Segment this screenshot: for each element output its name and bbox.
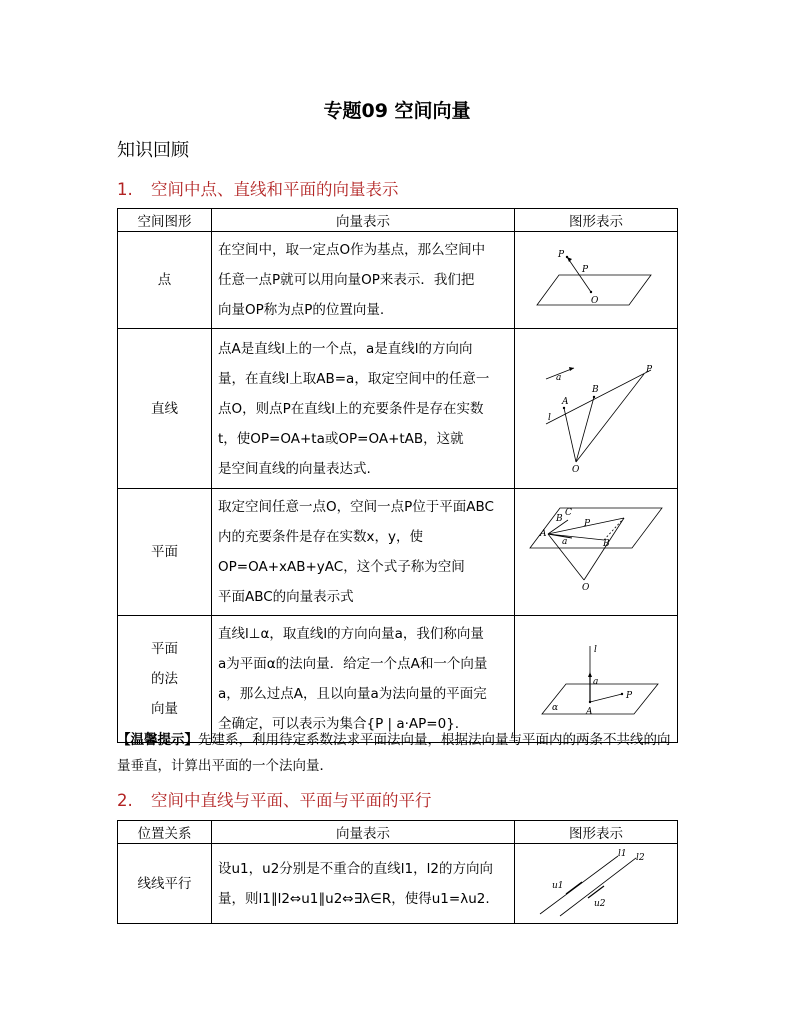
tip-paragraph <box>117 727 679 779</box>
svg-text:α: α <box>552 703 559 713</box>
svg-text:l: l <box>548 412 551 423</box>
section-1-number: 1. <box>117 180 133 199</box>
row-name-line: 的法 <box>151 671 178 687</box>
desc-line: 平面ABC的向量表示式 <box>218 589 354 605</box>
svg-text:B: B <box>556 514 563 524</box>
svg-text:C: C <box>565 508 572 518</box>
row-name-line: 向量 <box>151 701 178 717</box>
page-title: 专题09 空间向量 <box>323 100 471 122</box>
parallel-lines-diagram <box>526 848 666 920</box>
table-header-row <box>118 821 678 844</box>
desc-line: 直线l⊥α，取直线l的方向向量a，我们称向量 <box>218 626 484 642</box>
desc-line: 任意一点P就可以用向量OP来表示．我们把 <box>218 272 475 288</box>
section-2-title: 空间中直线与平面、平面与平面的平行 <box>151 791 432 810</box>
svg-text:O: O <box>591 296 599 306</box>
table-row-line-line-parallel <box>118 844 678 924</box>
section-2-heading <box>117 787 432 811</box>
row-figure <box>515 616 678 743</box>
desc-line: 是空间直线的向量表达式. <box>218 460 371 477</box>
desc-line: 量，在直线l上取AB=a，取定空间中的任意一 <box>218 370 490 387</box>
table-header-row <box>118 209 678 232</box>
svg-text:B: B <box>592 384 599 395</box>
line-vector-diagram <box>526 344 666 474</box>
svg-text:A: A <box>586 707 593 717</box>
header-vector: 向量表示 <box>212 821 515 844</box>
desc-line: 量，则l1∥l2⇔u1∥u2⇔∃λ∈R，使得u1=λu2. <box>218 890 490 907</box>
desc-line: 全确定，可以表示为集合{P | a·AP=0}. <box>218 716 460 732</box>
desc-line: 设u1，u2分别是不重合的直线l1，l2的方向向 <box>218 860 493 877</box>
point-vector-diagram <box>531 245 661 315</box>
svg-text:l: l <box>594 645 597 655</box>
desc-line: 点A是直线l上的一个点，a是直线l的方向向 <box>218 340 473 357</box>
table-row-line <box>118 329 678 489</box>
desc-line: 点O，则点P在直线l上的充要条件是存在实数 <box>218 400 484 417</box>
table-row-normal-vector <box>118 616 678 743</box>
desc-line: 取定空间任意一点O，空间一点P位于平面ABC <box>218 499 494 515</box>
svg-text:l1: l1 <box>618 848 627 859</box>
desc-line: t，使OP=OA+ta或OP=OA+tAB，这就 <box>218 430 464 447</box>
svg-text:P: P <box>626 691 633 701</box>
row-description <box>212 489 515 616</box>
section-1-heading <box>117 176 399 200</box>
header-figure: 空间图形 <box>118 209 212 232</box>
desc-line: OP=OA+xAB+yAC，这个式子称为空间 <box>218 559 465 575</box>
svg-text:a: a <box>556 372 562 383</box>
row-description <box>212 232 515 329</box>
row-name <box>118 616 212 743</box>
row-name: 点 <box>118 232 212 329</box>
row-figure <box>515 232 678 329</box>
svg-text:A: A <box>540 529 547 539</box>
svg-text:P: P <box>558 250 565 260</box>
svg-text:B: B <box>603 539 610 549</box>
svg-text:A: A <box>562 396 569 407</box>
normal-vector-diagram <box>526 634 666 724</box>
row-description <box>212 616 515 743</box>
row-figure <box>515 844 678 924</box>
subtitle: 知识回顾 <box>117 140 189 161</box>
svg-text:P: P <box>646 364 653 375</box>
svg-text:O: O <box>582 583 590 593</box>
svg-text:u2: u2 <box>594 898 606 909</box>
tip-text: 先建系，利用待定系数法求平面法向量，根据法向量与平面内的两条不共线的向量垂直，计算出平面的一个法向量． <box>117 732 671 774</box>
svg-text:a: a <box>593 677 599 687</box>
row-name: 平面 <box>118 489 212 616</box>
table-row-plane <box>118 489 678 616</box>
header-vector: 向量表示 <box>212 209 515 232</box>
row-description <box>212 329 515 489</box>
representation-table <box>117 208 678 743</box>
row-name: 直线 <box>118 329 212 489</box>
parallel-table <box>117 820 678 924</box>
svg-text:O: O <box>572 464 580 474</box>
svg-text:u1: u1 <box>552 880 564 891</box>
header-relation: 位置关系 <box>118 821 212 844</box>
tip-label: 【温馨提示】 <box>117 732 198 748</box>
table-row-point <box>118 232 678 329</box>
section-1-title: 空间中点、直线和平面的向量表示 <box>151 180 399 199</box>
row-name: 线线平行 <box>118 844 212 924</box>
svg-text:P: P <box>582 265 589 275</box>
desc-line: a，那么过点A，且以向量a为法向量的平面完 <box>218 686 487 702</box>
desc-line: a为平面α的法向量．给定一个点A和一个向量 <box>218 656 488 672</box>
desc-line: 向量OP称为点P的位置向量. <box>218 302 385 318</box>
svg-text:l2: l2 <box>636 852 645 863</box>
desc-line: 在空间中，取一定点O作为基点，那么空间中 <box>218 242 486 258</box>
section-2-number: 2. <box>117 791 133 810</box>
row-figure <box>515 329 678 489</box>
desc-line: 内的充要条件是存在实数x，y，使 <box>218 529 423 545</box>
header-graphic: 图形表示 <box>515 209 678 232</box>
row-name-line: 平面 <box>151 641 178 657</box>
svg-text:P: P <box>584 519 591 529</box>
header-graphic: 图形表示 <box>515 821 678 844</box>
svg-text:a: a <box>562 537 568 547</box>
row-figure <box>515 489 678 616</box>
row-description <box>212 844 515 924</box>
plane-vector-diagram <box>526 498 666 606</box>
